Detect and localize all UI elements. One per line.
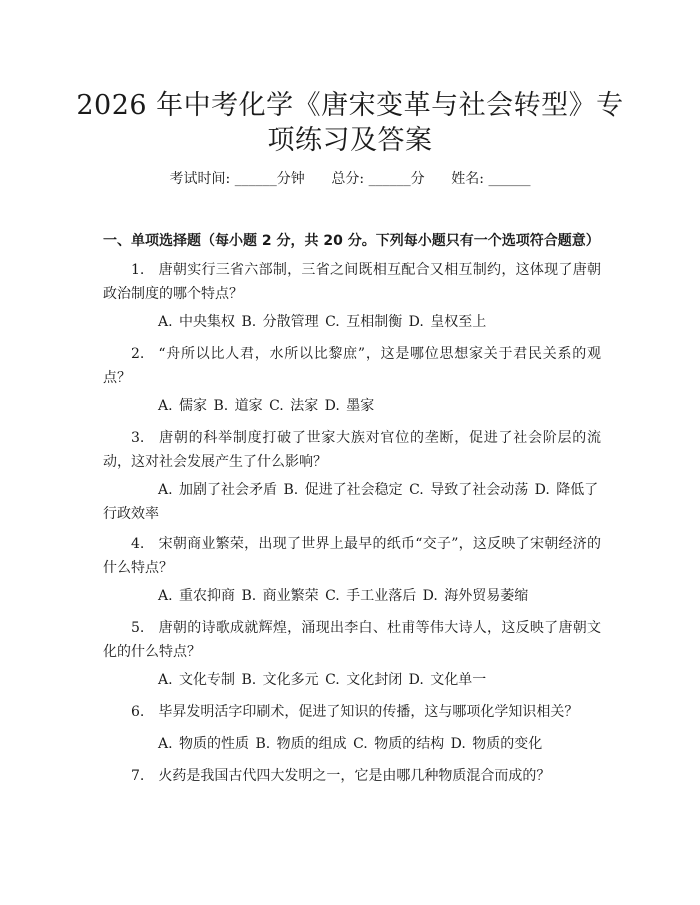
question-text: 火药是我国古代四大发明之一，它是由哪几种物质混合而成的？ [158,768,551,784]
question-4-options: A. 重农抑商 B. 商业繁荣 C. 手工业落后 D. 海外贸易萎缩 [158,588,529,604]
section-heading: 一、单项选择题（每小题 2 分，共 20 分。下列每小题只有一个选项符合题意） [103,233,600,249]
question-7 [103,764,601,788]
question-number: 3. [131,430,145,446]
question-6 [103,700,601,724]
question-5-options: A. 文化专制 B. 文化多元 C. 文化封闭 D. 文化单一 [158,672,487,688]
question-number: 2. [131,346,145,362]
exam-info-line: 考试时间: ______分钟 总分: ______分 姓名: ______ [169,171,531,187]
question-number: 5. [131,620,145,636]
question-number: 7. [131,768,145,784]
question-3-options: A. 加剧了社会矛盾 B. 促进了社会稳定 C. 导致了社会动荡 D. 降低了行政效率 [103,482,599,522]
question-1-options: A. 中央集权 B. 分散管理 C. 互相制衡 D. 皇权至上 [158,314,487,330]
question-6-options: A. 物质的性质 B. 物质的组成 C. 物质的结构 D. 物质的变化 [158,736,543,752]
document-title-line-2: 项练习及答案 [267,125,433,156]
question-number: 1. [131,262,145,278]
question-2 [103,342,601,390]
question-3 [103,426,601,474]
question-1 [103,258,601,306]
question-4 [103,532,601,580]
question-text: 毕昇发明活字印刷术，促进了知识的传播，这与哪项化学知识相关？ [158,704,579,720]
question-text: 唐朝的科举制度打破了世家大族对官位的垄断，促进了社会阶层的流动，这对社会发展产生了什么影响？ [103,430,601,470]
question-number: 6. [131,704,145,720]
question-number: 4. [131,536,145,552]
question-2-options: A. 儒家 B. 道家 C. 法家 D. 墨家 [158,398,375,414]
question-text: 宋朝商业繁荣，出现了世界上最早的纸币“交子”，这反映了宋朝经济的什么特点？ [103,536,601,576]
document-title-line-1: 2026 年中考化学《唐宋变革与社会转型》专 [76,90,624,121]
question-text: “舟所以比人君，水所以比黎庶”，这是哪位思想家关于君民关系的观点？ [103,346,601,386]
question-5 [103,616,601,664]
question-text: 唐朝的诗歌成就辉煌，涌现出李白、杜甫等伟大诗人，这反映了唐朝文化的什么特点？ [103,620,601,660]
question-text: 唐朝实行三省六部制，三省之间既相互配合又相互制约，这体现了唐朝政治制度的哪个特点？ [103,262,601,302]
